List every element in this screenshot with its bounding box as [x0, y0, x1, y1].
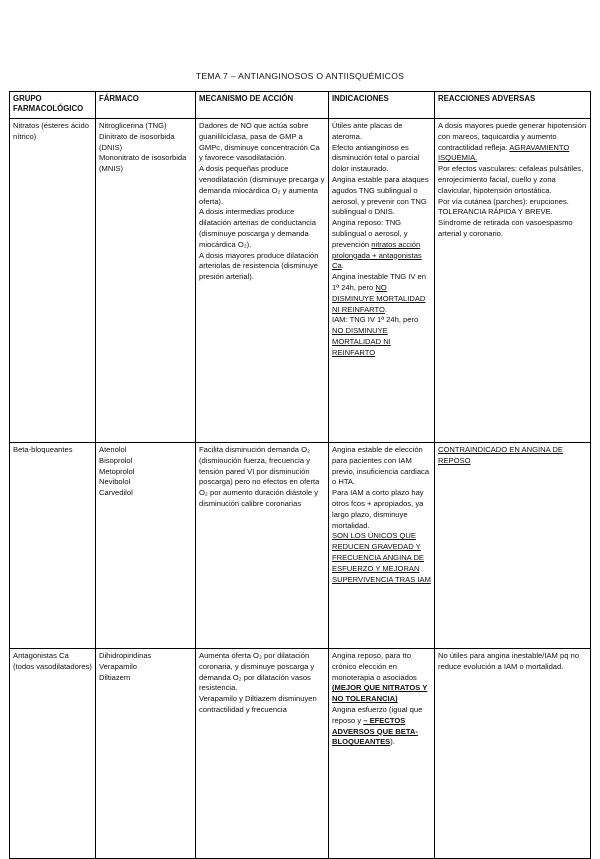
- drug-item: Nitroglicerina (TNG): [99, 121, 167, 130]
- adverse-text: [438, 121, 587, 164]
- drug-item: Dihidropiridinas: [99, 651, 152, 660]
- mechanism-text: A dosis mayores produce dilatación arteriolas de resistencia (disminuye presión arterial).: [199, 250, 319, 282]
- drug-item: Dinitrato de isosorbida (DNIS): [99, 131, 175, 152]
- indication-text: Útiles ante placas de ateroma.: [332, 121, 403, 141]
- indication-segment: ).: [390, 737, 395, 747]
- table-row-antagonistas-ca: [10, 649, 591, 859]
- indication-text: [332, 272, 431, 315]
- drug-cell: [96, 119, 196, 443]
- drug-cell: [96, 443, 196, 649]
- drug-item: Nevibolol: [99, 477, 131, 487]
- adverse-text: Por vía cutánea (parches): erupciones.: [438, 196, 569, 206]
- indication-underlined: NO DISMINUYE MORTALIDAD NI REINFARTO: [332, 282, 426, 314]
- indication-underlined: – EFECTOS ADVERSOS QUE BETA-BLOQUEANTES: [332, 715, 418, 747]
- group-cell: [10, 119, 96, 443]
- header-group: GRUPO FARMACOLÓGICO: [10, 92, 96, 119]
- indications-cell: [329, 443, 435, 649]
- indication-segment: .: [384, 304, 388, 314]
- indication-segment: Angina inestable TNG IV en 1ª 24h, pero: [332, 272, 426, 292]
- group-cell: [10, 649, 96, 859]
- drug-item: Metoprolol: [99, 466, 135, 476]
- adverse-underlined: AGRAVAMIENTO ISQUEMIA.: [438, 142, 570, 163]
- header-adverse: REACCIONES ADVERSAS: [435, 92, 591, 119]
- indication-underlined: NO DISMINUYE MORTALIDAD NI REINFARTO: [332, 326, 391, 357]
- indication-underlined: SON LOS ÚNICOS QUE REDUCEN GRAVEDAD Y FRECUENCIA ANGINA DE ESFUERZO Y MEJORAN SUPERVIVENCIA TRAS IAM: [332, 531, 431, 584]
- mechanism-text: Facilita disminución demanda O₂ (disminución fuerza, frecuencia y tensión pared VI por disminución poscarga) pero no efectos en oferta O₂ por aumento duración diástole y disminución calibre coronarias: [199, 445, 320, 508]
- drug-item: Verapamilo: [99, 661, 137, 671]
- drug-cell: [96, 649, 196, 859]
- adverse-text: Síndrome de retirada con vasoespasmo arterial y coronario.: [438, 218, 573, 238]
- table-row-beta-bloqueantes: [10, 443, 591, 649]
- mechanism-text: Dadores de NO que actúa sobre guanililciclasa, pasa de GMP a GMPc, disminuye concentración Ca y favorece vasodilatación.: [199, 121, 320, 163]
- indication-segment: Angina esfuerzo (igual que reposo y: [332, 704, 423, 725]
- drug-item: Diltiazem: [99, 672, 131, 682]
- drug-item: Mononitrato de isosorbida (MNIS): [99, 153, 187, 174]
- indication-text: Angina estable de elección para pacientes con IAM previo, insuficiencia cardiaca o HTA.: [332, 445, 430, 487]
- indication-text: Para IAM a corto plazo hay otros fcos + apropiados, ya largo plazo, disminuye mortalidad.: [332, 488, 424, 530]
- group-name: Nitratos (ésteres ácido nítrico): [13, 121, 89, 141]
- indication-segment: Angina reposo, para tto crónico elección en monoterapia o asociados: [332, 651, 417, 682]
- mechanism-text: A dosis intermedias produce dilatación arterias de conductancia (disminuye poscarga y demanda miocárdica O₂).: [199, 207, 316, 249]
- indication-segment: Angina reposo: TNG sublingual o aerosol, y prevención: [332, 218, 408, 249]
- mechanism-cell: [196, 649, 329, 859]
- header-mechanism: MECANISMO DE ACCIÓN: [196, 92, 329, 119]
- indication-segment: .: [341, 261, 344, 271]
- table-row-nitratos: [10, 119, 591, 443]
- mechanism-cell: [196, 443, 329, 649]
- indication-text: [332, 651, 431, 705]
- drug-item: Bisoprolol: [99, 455, 133, 465]
- group-note: (todos vasodilatadores): [13, 661, 92, 671]
- indication-segment: IAM: TNG IV 1ª 24h, pero: [332, 315, 419, 325]
- mechanism-text: A dosis pequeñas produce venodilatación (disminuye precarga y demanda miocárdica O₂ y aumenta oferta).: [199, 164, 325, 206]
- indication-text: [332, 315, 431, 358]
- group-cell: [10, 443, 96, 649]
- mechanism-cell: [196, 119, 329, 443]
- drug-item: Atenolol: [99, 445, 127, 454]
- group-name: Antagonistas Ca: [13, 651, 69, 660]
- adverse-cell: [435, 443, 591, 649]
- document-title: TEMA 7 – ANTIANGINOSOS O ANTIISQUÉMICOS: [195, 71, 405, 81]
- indication-text: [332, 705, 431, 748]
- adverse-text: TOLERANCIA RÁPIDA Y BREVE.: [438, 207, 553, 217]
- header-indications: INDICACIONES: [329, 92, 435, 119]
- adverse-segment: A dosis mayores puede generar hipotensión con mareos, taquicardia y aumento contractilidad refleja:: [438, 121, 587, 152]
- indications-cell: [329, 119, 435, 443]
- group-name: Beta-bloqueantes: [13, 445, 73, 454]
- indication-text: [332, 218, 431, 272]
- indication-text: Efecto antianginoso es disminución total o parcial dolor instaurado.: [332, 142, 420, 174]
- adverse-text: No útiles para angina inestable/IAM pq no reduce evolución a IAM o mortalidad.: [438, 651, 579, 671]
- adverse-text: Por efectos vasculares: cefaleas pulsátiles, enrojecimiento facial, cuello y zona clavicular, hipotensión ortostática.: [438, 164, 584, 195]
- header-drug: FÁRMACO: [96, 92, 196, 119]
- drug-item: Carvedilol: [99, 488, 133, 498]
- indication-text: Angina estable para ataques agudos TNG sublingual o aerosol, y prevenir con TNG sublingual o DNIS.: [332, 174, 429, 217]
- table-header-row: [10, 92, 591, 119]
- adverse-cell: [435, 119, 591, 443]
- indications-cell: [329, 649, 435, 859]
- mechanism-text: Verapamilo y Diltiazem disminuyen contractilidad y frecuencia: [199, 694, 317, 714]
- drug-table: [9, 91, 591, 859]
- adverse-underlined: CONTRAINDICADO EN ANGINA DE REPOSO: [438, 445, 563, 465]
- adverse-cell: [435, 649, 591, 859]
- indication-underlined: nitratos acción prolongada + antagonistas Ca: [332, 239, 422, 271]
- indication-underlined: (MEJOR QUE NITRATOS Y NO TOLERANCIA): [332, 683, 428, 704]
- mechanism-text: Aumenta oferta O₂ por dilatación coronaria, y disminuye poscarga y demanda O₂ por dilatación vasos resistencia.: [199, 651, 315, 693]
